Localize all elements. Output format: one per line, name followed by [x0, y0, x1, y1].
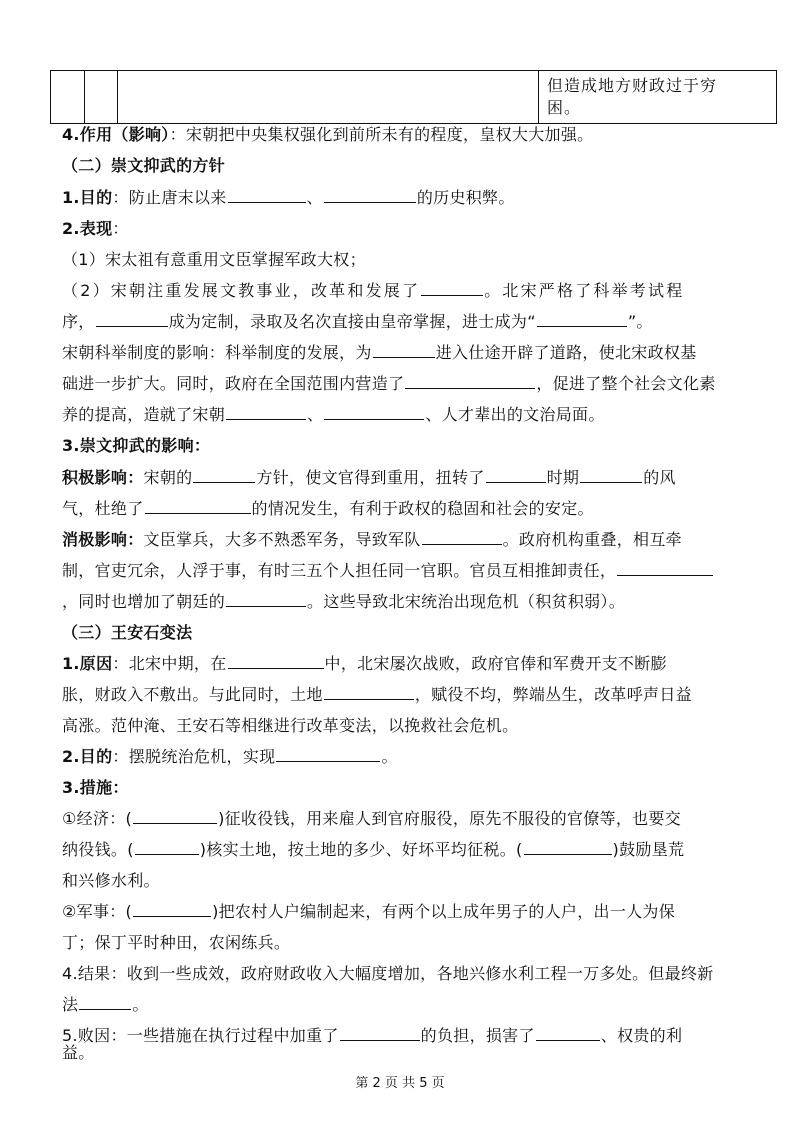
failure-line2: 益。 — [62, 1043, 95, 1062]
table-cell — [85, 71, 118, 124]
blank[interactable] — [133, 902, 211, 917]
blank[interactable] — [79, 995, 131, 1010]
table-cell-text: 但造成地方财政过于穷 困。 — [547, 76, 718, 117]
blank[interactable] — [536, 1026, 600, 1041]
negative-influence-line1: 消极影响：文臣掌兵，大多不熟悉军务，导致军队 。政府机构重叠，相互牵 — [62, 530, 682, 549]
keju-influence-line3: 养的提高，造就了宋朝 、 、人才辈出的文治局面。 — [62, 405, 605, 424]
manifestation-item-2-line1: （2）宋朝注重发展文教事业，改革和发展了 。北宋严格了科举考试程 — [62, 281, 685, 300]
section-heading-2: （二）崇文抑武的方针 — [62, 156, 226, 175]
blank[interactable] — [340, 1026, 420, 1041]
table-cell — [118, 71, 539, 124]
manifestation-item-1: （1）宋太祖有意重用文臣掌握军政大权； — [62, 250, 366, 269]
result-line1: 4.结果：收到一些成效，政府财政收入大幅度增加，各地兴修水利工程一万多处。但最终新 — [62, 964, 714, 983]
blank[interactable] — [226, 405, 306, 420]
blank[interactable] — [421, 281, 483, 296]
blank[interactable] — [276, 747, 380, 762]
section-heading-3: （三）王安石变法 — [62, 623, 193, 642]
blank[interactable] — [193, 468, 255, 483]
blank[interactable] — [145, 499, 251, 514]
blank[interactable] — [228, 188, 306, 203]
blank[interactable] — [324, 685, 414, 700]
cause-line3: 高涨。范仲淹、王安石等相继进行改革变法，以挽救社会危机。 — [62, 716, 519, 735]
result-line2: 法 。 — [62, 995, 149, 1014]
manifestation-item-2-line2: 序， 成为定制，录取及名次直接由皇帝掌握，进士成为“ ”。 — [62, 312, 653, 331]
table-cell — [539, 71, 777, 124]
blank[interactable] — [524, 840, 612, 855]
blank[interactable] — [324, 405, 424, 420]
negative-influence-line2: 制，官吏冗余，人浮于事，有时三五个人担任同一官职。官员互相推卸责任， — [62, 560, 714, 582]
military-measures-line1: ②军事：( )把农村人户编制起来，有两个以上成年男子的人户，出一人为保 — [62, 902, 676, 921]
purpose-line: 1.目的：防止唐末以来 、 的历史积弊。 — [62, 188, 515, 207]
manifestation-label: 2.表现： — [62, 219, 129, 238]
blank[interactable] — [405, 374, 535, 389]
positive-influence-line1: 积极影响：宋朝的 方针，使文官得到重用，扭转了 时期 的风 — [62, 468, 676, 487]
cause-line2: 胀，财政入不敷出。与此同时，土地 ，赋役不均，弊端丛生，改革呼声日益 — [62, 685, 692, 704]
blank[interactable] — [537, 312, 627, 327]
page-footer: 第 2 页 共 5 页 — [355, 1076, 445, 1091]
military-measures-line2: 丁；保丁平时种田，农闲练兵。 — [62, 933, 291, 952]
blank[interactable] — [96, 312, 168, 327]
measures-heading: 3.措施： — [62, 778, 129, 797]
economic-measures-line1: ①经济：( )征收役钱，用来雇人到官府服役，原先不服役的官僚等，也要交 — [62, 809, 682, 828]
blank[interactable] — [422, 530, 502, 545]
economic-measures-line2: 纳役钱。( )核实土地，按土地的多少、好坏平均征税。( )鼓励垦荒 — [62, 840, 685, 859]
negative-influence-line3: ，同时也增加了朝廷的 。这些导致北宋统治出现危机（积贫积弱）。 — [62, 592, 626, 611]
blank[interactable] — [373, 343, 435, 358]
cause-line1: 1.原因：北宋中期，在 中，北宋屡次战败，政府官俸和军费开支不断膨 — [62, 654, 667, 673]
blank[interactable] — [226, 592, 306, 607]
blank[interactable] — [133, 809, 217, 824]
keju-influence-line2: 础进一步扩大。同时，政府在全国范围内营造了 ，促进了整个社会文化素 — [62, 374, 716, 393]
blank[interactable] — [617, 561, 713, 576]
blank[interactable] — [486, 468, 546, 483]
effect-line: 4.作用（影响）：宋朝把中央集权强化到前所未有的程度，皇权大大加强。 — [62, 125, 594, 144]
blank[interactable] — [580, 468, 642, 483]
blank[interactable] — [228, 654, 324, 669]
failure-line1: 5.败因：一些措施在执行过程中加重了 的负担，损害了 、权贵的利 — [62, 1026, 683, 1045]
reform-purpose-line: 2.目的：摆脱统治危机，实现 。 — [62, 747, 398, 766]
influence-heading: 3.崇文抑武的影响： — [62, 436, 211, 455]
top-table-fragment — [50, 70, 777, 124]
keju-influence-line1: 宋朝科举制度的影响：科举制度的发展，为 进入仕途开辟了道路，使北宋政权基 — [62, 343, 697, 362]
positive-influence-line2: 气，杜绝了 的情况发生，有利于政权的稳固和社会的安定。 — [62, 499, 594, 518]
table-cell — [51, 71, 85, 124]
blank[interactable] — [135, 840, 199, 855]
blank[interactable] — [324, 188, 416, 203]
economic-measures-line3: 和兴修水利。 — [62, 871, 160, 890]
